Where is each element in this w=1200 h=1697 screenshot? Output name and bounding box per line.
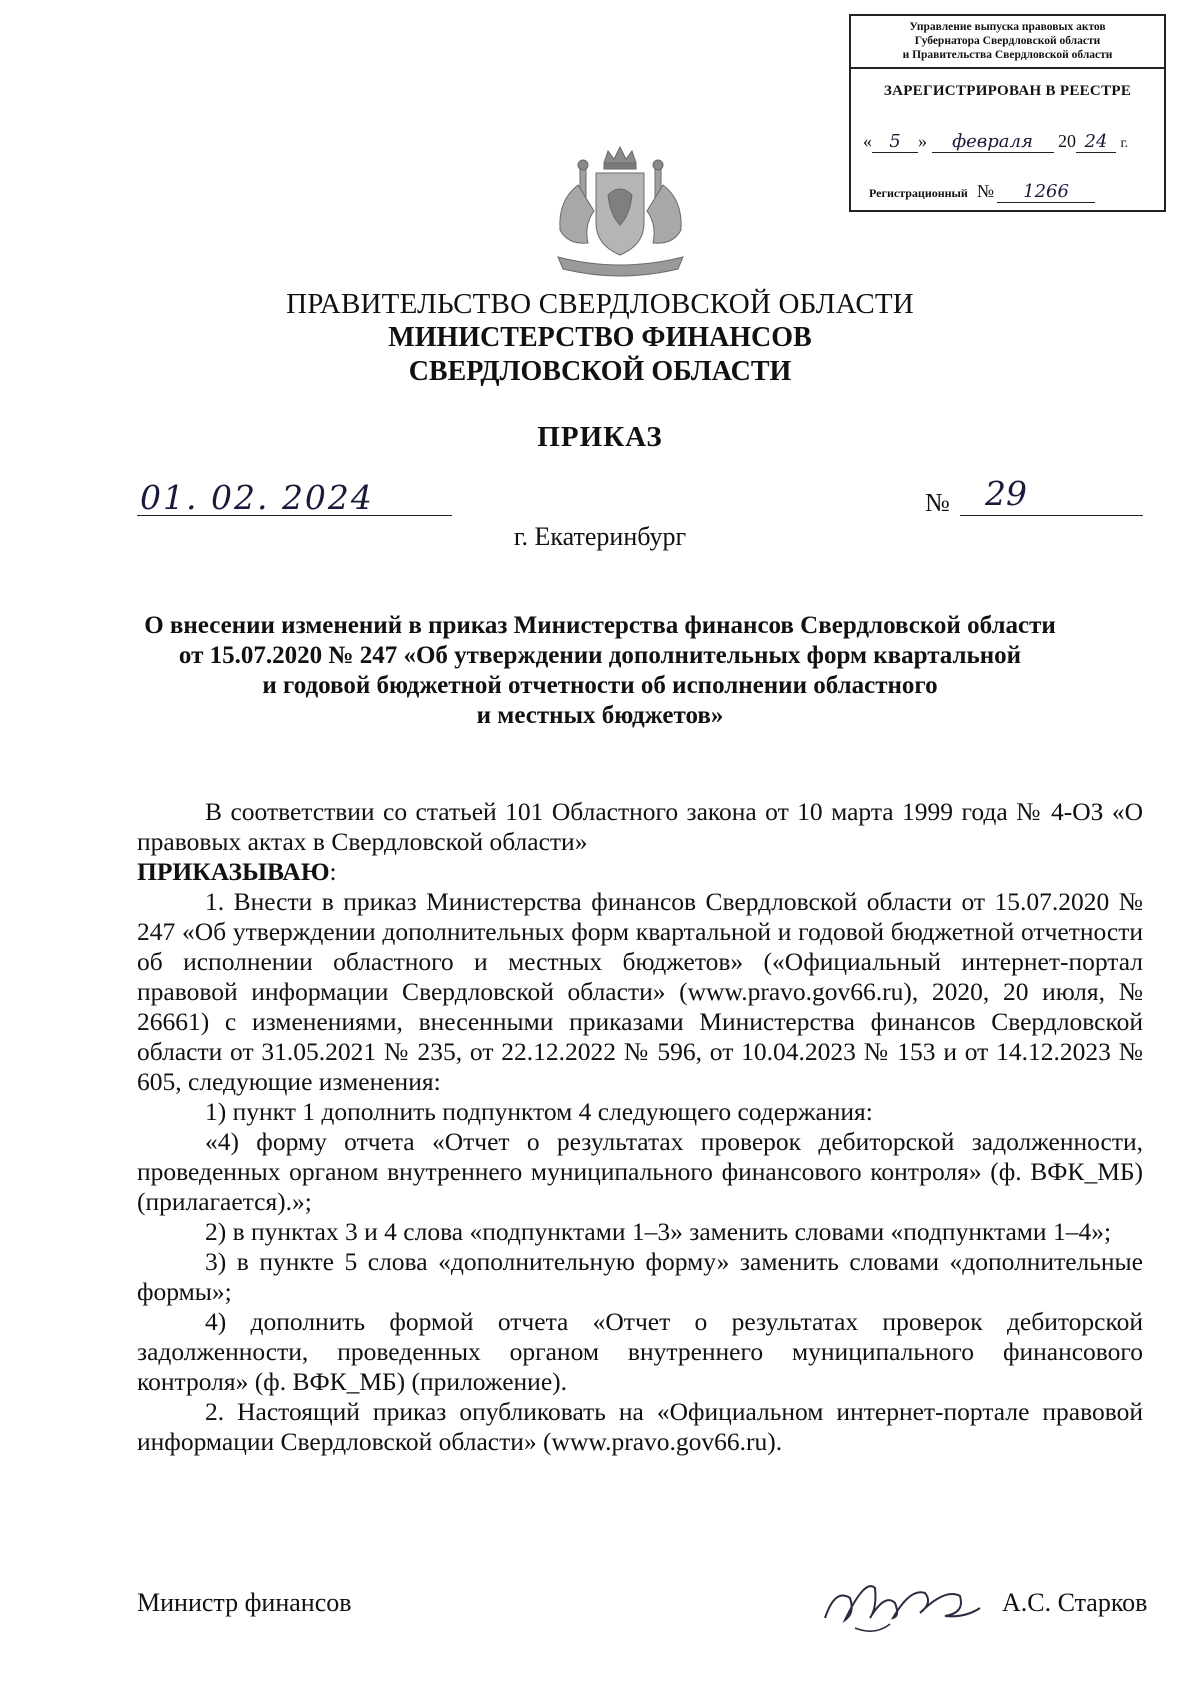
paragraph-1: 1. Внести в приказ Министерства финансов Свердловской области от 15.07.2020 № 247 «Об утверждении дополнительных форм квартальной и годовой бюджетной отчетности об исполнении областного и местных бюджетов» («Официальный интернет-портал правовой информации Свердловской области» (www.pravo.gov66.ru), 2020, 20 июля, № 26661) с изменениями, внесенными приказами Министерства финансов Свердловской области от 31.05.2021 № 235, от 22.12.2022 № 596, от 10.04.2023 № 153 и от 14.12.2023 № 605, следующие изменения: [137, 887, 1143, 1096]
order-colon: : [329, 857, 337, 886]
title-line: и местных бюджетов» [476, 702, 724, 729]
stamp-registered-label: ЗАРЕГИСТРИРОВАН В РЕЕСТРЕ [883, 83, 1132, 99]
stamp-date [863, 131, 1128, 153]
subparagraph-1: 1) пункт 1 дополнить подпунктом 4 следующего содержания: [205, 1097, 873, 1126]
paragraph-2: 2. Настоящий приказ опубликовать на «Официальном интернет-портале правовой информации Свердловской области» (www.pravo.gov66.ru). [137, 1397, 1143, 1456]
order-body [137, 797, 1143, 1457]
stamp-no-sign: № [976, 181, 995, 201]
stamp-header-line: Управление выпуска правовых актов [909, 21, 1106, 33]
city: г. Екатеринбург [513, 522, 687, 551]
stamp-registration-number [869, 181, 1095, 203]
stamp-month: февраля [932, 131, 1054, 153]
coat-of-arms-icon [538, 145, 703, 285]
order-title [120, 611, 1080, 731]
stamp-header-line: Губернатора Свердловской области [914, 35, 1101, 47]
stamp-year-prefix: 20 [1058, 131, 1076, 151]
order-date: 01. 02. 2024 [140, 478, 374, 517]
document-type: ПРИКАЗ [537, 421, 663, 453]
signatory-name: А.С. Старков [1002, 1588, 1148, 1617]
government-name: ПРАВИТЕЛЬСТВО СВЕРДЛОВСКОЙ ОБЛАСТИ [286, 288, 914, 320]
title-line: от 15.07.2020 № 247 «Об утверждении дополнительных форм квартальной [178, 642, 1022, 669]
registration-stamp [849, 14, 1166, 212]
stamp-reg-label: Регистрационный [869, 186, 968, 200]
subparagraph-3: 3) в пункте 5 слова «дополнительную форму» заменить словами «дополнительные формы»; [137, 1247, 1143, 1306]
order-number: 29 [985, 474, 1027, 513]
order-word: ПРИКАЗЫВАЮ [137, 857, 330, 886]
ministry-name-line1: МИНИСТЕРСТВО ФИНАНСОВ [388, 322, 812, 353]
order-number-label: № [925, 488, 950, 517]
handwritten-signature-icon [815, 1558, 995, 1643]
stamp-open-quote: « [863, 131, 872, 151]
subparagraph-4: 4) дополнить формой отчета «Отчет о результатах проверок дебиторской задолженности, проведенных органом внутреннего муниципального финансового контроля» (ф. ВФК_МБ) (приложение). [137, 1307, 1143, 1396]
signatory-position: Министр финансов [137, 1588, 352, 1617]
stamp-reg-number: 1266 [997, 181, 1095, 203]
title-line: О внесении изменений в приказ Министерства финансов Свердловской области [144, 612, 1056, 639]
ministry-name-line2: СВЕРДЛОВСКОЙ ОБЛАСТИ [408, 356, 792, 387]
subparagraph-2: 2) в пунктах 3 и 4 слова «подпунктами 1–3» заменить словами «подпунктами 1–4»; [205, 1217, 1112, 1246]
stamp-day: 5 [872, 131, 918, 153]
stamp-year-suffix: 24 [1076, 131, 1116, 153]
preamble: В соответствии со статьей 101 Областного закона от 10 марта 1999 года № 4-ОЗ «О правовых актах в Свердловской области» [137, 797, 1143, 856]
title-line: и годовой бюджетной отчетности об исполнении областного [262, 672, 938, 699]
subparagraph-1-quote: «4) форму отчета «Отчет о результатах проверок дебиторской задолженности, проведенных органом внутреннего муниципального финансового контроля» (ф. ВФК_МБ) (прилагается).»; [137, 1127, 1143, 1216]
order-word-paragraph [137, 857, 1143, 887]
stamp-close-quote: » [918, 131, 927, 151]
stamp-year-mark: г. [1120, 136, 1129, 151]
stamp-header-line: и Правительства Свердловской области [902, 49, 1113, 61]
stamp-header [851, 16, 1164, 69]
